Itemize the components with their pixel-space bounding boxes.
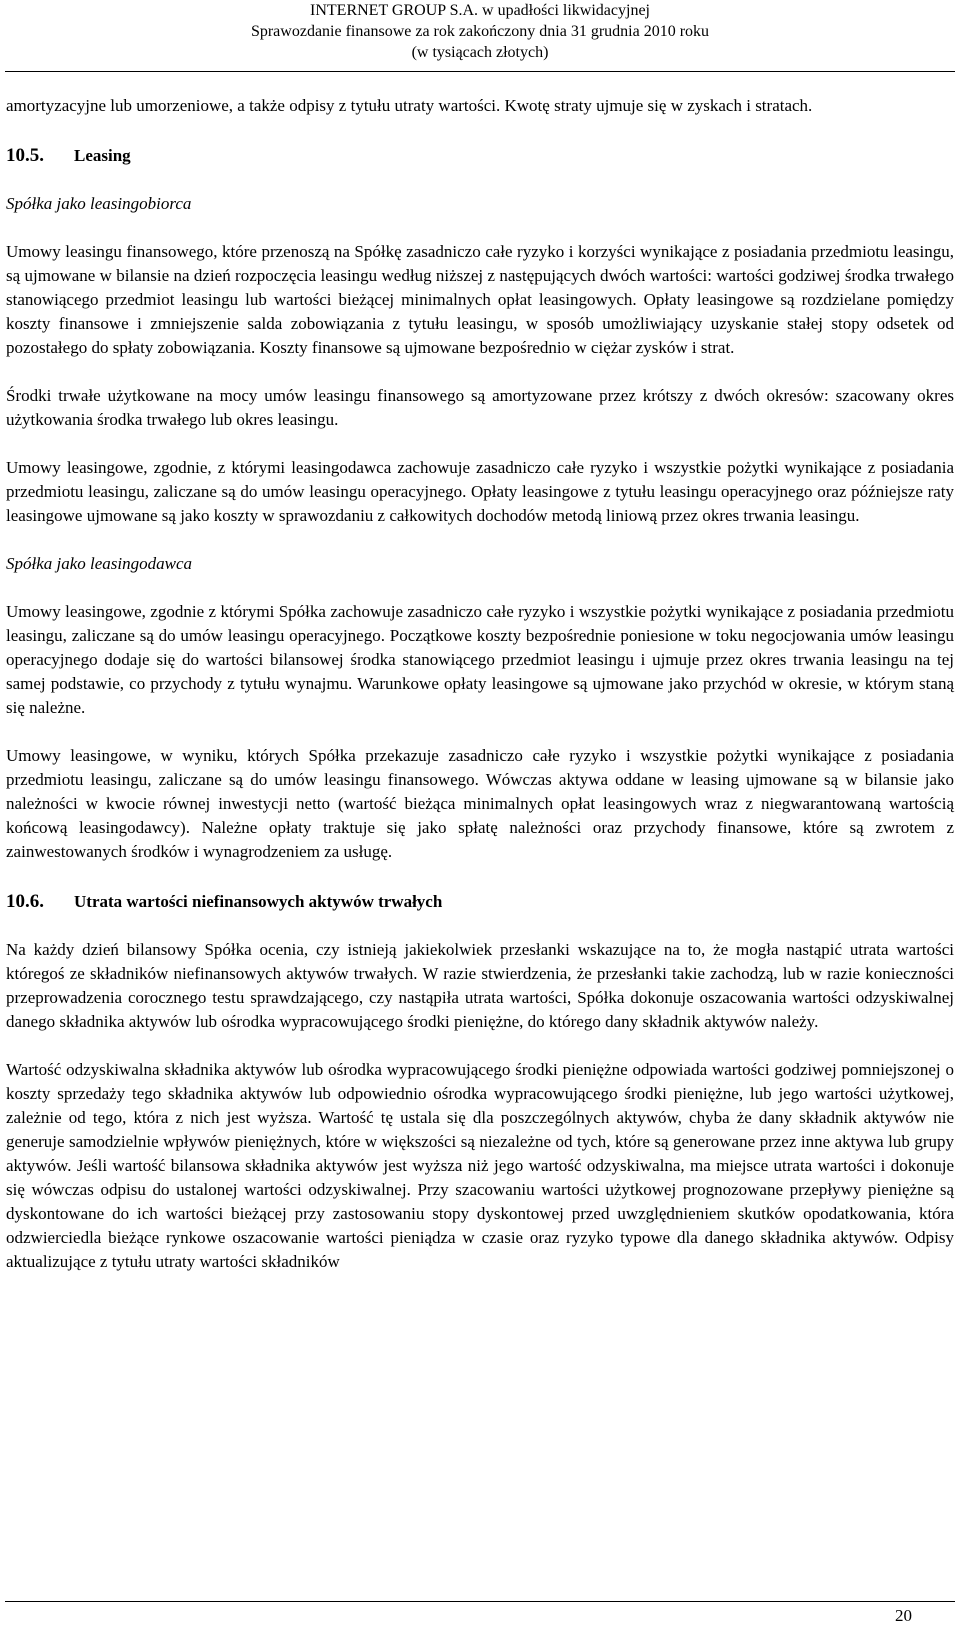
section-title: Utrata wartości niefinansowych aktywów trwałych [74,892,443,911]
footer-divider [5,1601,955,1602]
section-title: Leasing [74,146,131,165]
document-body [6,94,954,1274]
paragraph-intro: amortyzacyjne lub umorzeniowe, a także odpisy z tytułu utraty wartości. Kwotę straty ujmuje się w zyskach i stratach. [6,96,813,115]
section-heading-leasing [6,144,954,168]
header-units: (w tysiącach złotych) [411,44,549,61]
paragraph-lessor-finance: Umowy leasingowe, w wyniku, których Spółka przekazuje zasadniczo całe ryzyko i wszystkie pożytki wynikające z posiadania przedmiotu leasingu, zaliczane są do umów leasingu finansowego. Wówczas aktywa oddane w leasing ujmowane są w bilansie jako należności w kwocie równej inwestycji netto (wartość bieżąca minimalnych opłat leasingowych wraz z niegwarantowaną wartością końcową leasingodawcy). Należne opłaty traktuje się jako spłatę należności oraz przychody finansowe, które są zwrotem z zainwestowanych środków i wynagrodzeniem za usługę. [6,746,954,861]
header-report-title: Sprawozdanie finansowe za rok zakończony dnia 31 grudnia 2010 roku [250,23,710,40]
paragraph-finance-lease: Umowy leasingu finansowego, które przenoszą na Spółkę zasadniczo całe ryzyko i korzyści wynikające z posiadania przedmiotu leasingu, są ujmowane w bilansie na dzień rozpoczęcia leasingu według niższej z następujących dwóch wartości: wartości godziwej środka trwałego stanowiącego przedmiot leasingu lub wartości bieżącej minimalnych opłat leasingowych. Opłaty leasingowe są rozdzielane pomiędzy koszty finansowe i zmniejszenie salda zobowiązania z tytułu leasingu, w sposób umożliwiający uzyskanie stałej stopy odsetek od pozostałego do spłaty zobowiązania. Koszty finansowe są ujmowane bezpośrednio w ciężar zysków i strat. [6,242,954,357]
paragraph-lessor-operating: Umowy leasingowe, zgodnie z którymi Spółka zachowuje zasadniczo całe ryzyko i wszystkie pożytki wynikające z posiadania przedmiotu leasingu, zaliczane są do umów leasingu operacyjnego. Początkowe koszty bezpośrednie poniesione w toku negocjowania umów leasingu operacyjnego dodaje się do wartości bilansowej środka stanowiącego przedmiot leasingu i ujmuje przez okres trwania leasingu na tej samej podstawie, co przychody z tytułu wynajmu. Warunkowe opłaty leasingowe są ujmowane jako przychód w okresie, w którym staną się należne. [6,602,954,717]
section-heading-impairment [6,890,954,914]
subheading-lessee: Spółka jako leasingobiorca [6,194,192,213]
section-number: 10.5. [6,145,44,166]
subheading-lessor: Spółka jako leasingodawca [6,554,193,573]
header-company: INTERNET GROUP S.A. w upadłości likwidacyjnej [310,2,650,19]
paragraph-recoverable-value: Wartość odzyskiwalna składnika aktywów lub ośrodka wypracowującego środki pieniężne odpowiada wartości godziwej pomniejszonej o koszty sprzedaży tego składnika aktywów lub odpowiednio ośrodka wypracowującego środki pieniężne, lub jego wartości użytkowej, zależnie od tego, która z nich jest wyższa. Wartość tę ustala się dla poszczególnych aktywów, chyba że dany składnik aktywów nie generuje samodzielnie wpływów pieniężnych, które w większości są niezależne od tych, które są generowane przez inne aktywa lub grupy aktywów. Jeśli wartość bilansowa składnika aktywów jest wyższa niż jego wartość odzyskiwalna, ma miejsce utrata wartości i dokonuje się wówczas odpisu do ustalonej wartości odzyskiwalnej. Przy szacowaniu wartości użytkowej prognozowane przepływy pieniężne są dyskontowane do ich wartości bieżącej przy zastosowaniu stopy dyskontowej przed uwzględnieniem skutków opodatkowania, która odzwierciedla bieżące rynkowe oszacowanie wartości pieniądza w czasie oraz ryzyko typowe dla danego składnika aktywów. Odpisy aktualizujące z tytułu utraty wartości składników [6,1060,954,1271]
header-divider [5,71,955,72]
paragraph-operating-lease: Umowy leasingowe, zgodnie, z którymi leasingodawca zachowuje zasadniczo całe ryzyko i wszystkie pożytki wynikające z posiadania przedmiotu leasingu, zaliczane są do umów leasingu operacyjnego. Opłaty leasingowe z tytułu leasingu operacyjnego oraz późniejsze raty leasingowe ujmowane są jako koszty w sprawozdaniu z całkowitych dochodów metodą liniową przez okres trwania leasingu. [6,458,954,525]
paragraph-impairment-assessment: Na każdy dzień bilansowy Spółka ocenia, czy istnieją jakiekolwiek przesłanki wskazujące na to, że mogła nastąpić utrata wartości któregoś ze składników niefinansowych aktywów trwałych. W razie stwierdzenia, że przesłanki takie zachodzą, lub w razie konieczności przeprowadzenia corocznego testu sprawdzającego, czy nastąpiła utrata wartości, Spółka dokonuje oszacowania wartości odzyskiwalnej danego składnika aktywów lub ośrodka wypracowującego środki pieniężne, do którego dany składnik aktywów należy. [6,940,954,1031]
section-number: 10.6. [6,891,44,912]
page-header [0,0,960,63]
page-number: 20 [895,1606,912,1625]
paragraph-depreciation: Środki trwałe użytkowane na mocy umów leasingu finansowego są amortyzowane przez krótszy z dwóch okresów: szacowany okres użytkowania środka trwałego lub okres leasingu. [6,386,954,429]
